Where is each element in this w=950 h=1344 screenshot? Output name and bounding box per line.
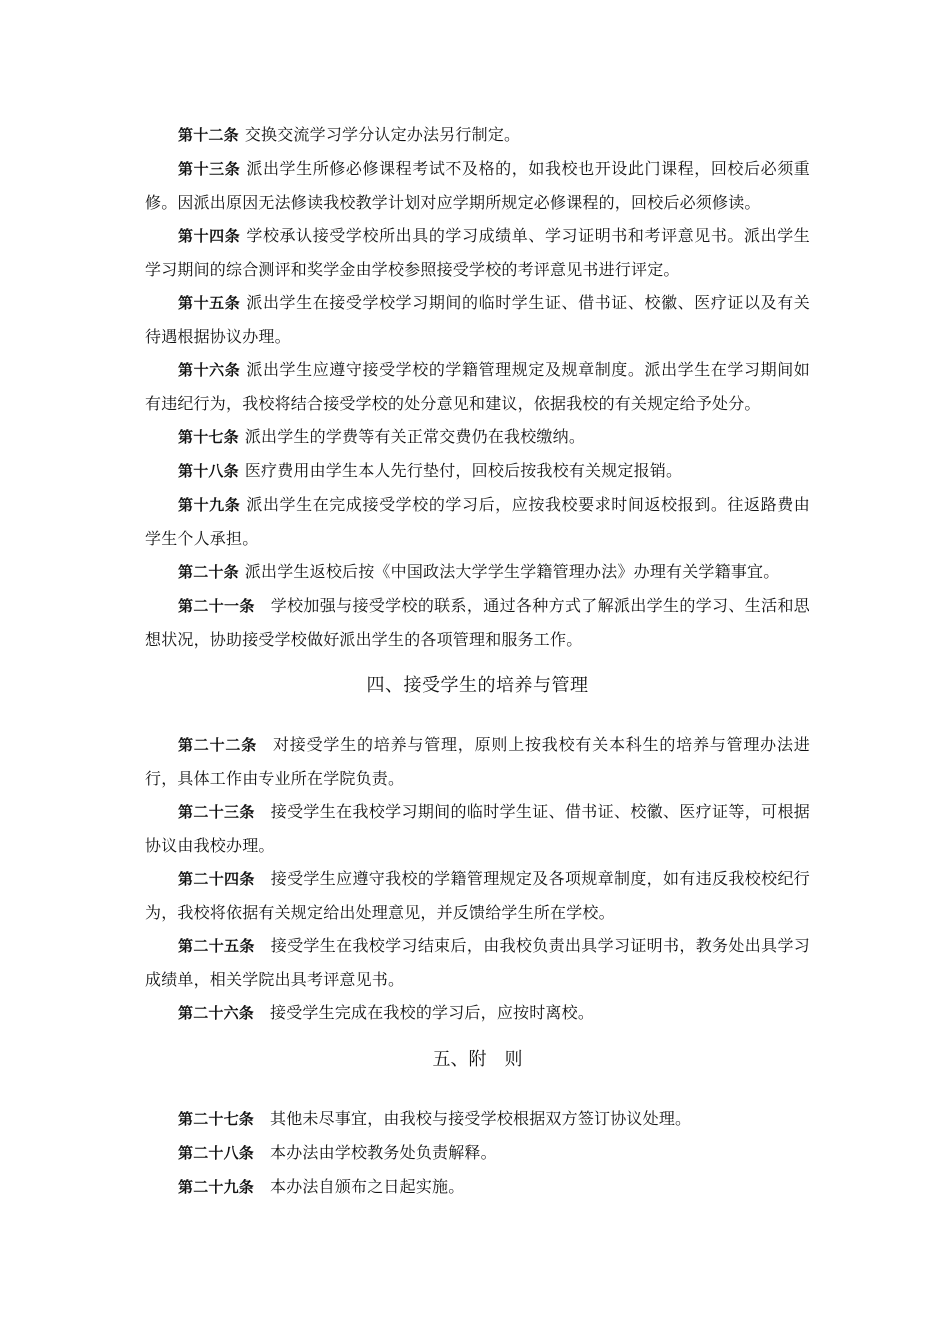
article-15 <box>145 286 810 353</box>
article-text: 接受学生应遵守我校的学籍管理规定及各项规章制度，如有违反我校校纪行为，我校将依据有关规定给出处理意见，并反馈给学生所在学校。 <box>145 869 810 922</box>
article-text: 派出学生在接受学校学习期间的临时学生证、借书证、校徽、医疗证以及有关待遇根据协议办理。 <box>145 293 810 346</box>
document-page <box>145 118 810 1204</box>
article-label: 第十三条 <box>178 160 241 178</box>
article-label: 第二十七条 <box>178 1110 255 1128</box>
article-text: 派出学生的学费等有关正常交费仍在我校缴纳。 <box>244 427 586 446</box>
article-text: 对接受学生的培养与管理，原则上按我校有关本科生的培养与管理办法进行，具体工作由专业所在学院负责。 <box>145 735 810 788</box>
article-17 <box>145 420 810 454</box>
article-text: 派出学生返校后按《中国政法大学学生学籍管理办法》办理有关学籍事宜。 <box>244 562 780 581</box>
article-27 <box>145 1102 810 1136</box>
article-label: 第十九条 <box>178 496 241 514</box>
article-16 <box>145 353 810 420</box>
article-label: 第十四条 <box>178 227 241 245</box>
article-text: 接受学生在我校学习期间的临时学生证、借书证、校徽、医疗证等，可根据协议由我校办理。 <box>145 802 810 855</box>
article-18 <box>145 454 810 488</box>
section-heading-5: 五、附 则 <box>432 1049 523 1070</box>
article-28 <box>145 1136 810 1170</box>
article-label: 第十五条 <box>178 294 241 312</box>
article-22 <box>145 728 810 795</box>
article-label: 第二十条 <box>178 563 239 581</box>
article-29 <box>145 1170 810 1204</box>
article-20 <box>145 555 810 589</box>
article-label: 第二十四条 <box>178 870 255 888</box>
article-text: 交换交流学习学分认定办法另行制定。 <box>244 125 521 144</box>
article-text: 接受学生完成在我校的学习后，应按时离校。 <box>270 1003 595 1022</box>
article-text: 本办法由学校教务处负责解释。 <box>270 1143 497 1162</box>
article-26 <box>145 996 810 1030</box>
article-label: 第二十三条 <box>178 803 255 821</box>
article-text: 接受学生在我校学习结束后，由我校负责出具学习证明书，教务处出具学习成绩单，相关学院出具考评意见书。 <box>145 936 810 989</box>
article-13 <box>145 152 810 219</box>
article-label: 第十二条 <box>178 126 239 144</box>
article-19 <box>145 488 810 555</box>
article-label: 第二十一条 <box>178 597 255 615</box>
article-12 <box>145 118 810 152</box>
article-text: 派出学生在完成接受学校的学习后，应按我校要求时间返校报到。往返路费由学生个人承担。 <box>145 495 810 548</box>
article-text: 学校承认接受学校所出具的学习成绩单、学习证明书和考评意见书。派出学生学习期间的综合测评和奖学金由学校参照接受学校的考评意见书进行评定。 <box>145 226 810 279</box>
section-heading-4: 四、接受学生的培养与管理 <box>366 675 589 696</box>
article-23 <box>145 795 810 862</box>
article-label: 第十七条 <box>178 428 239 446</box>
article-25 <box>145 929 810 996</box>
article-label: 第二十五条 <box>178 937 255 955</box>
article-label: 第二十六条 <box>178 1004 255 1022</box>
article-label: 第二十八条 <box>178 1144 255 1162</box>
article-24 <box>145 862 810 929</box>
article-label: 第十六条 <box>178 361 241 379</box>
article-label: 第十八条 <box>178 462 239 480</box>
article-label: 第二十九条 <box>178 1178 255 1196</box>
article-text: 学校加强与接受学校的联系，通过各种方式了解派出学生的学习、生活和思想状况，协助接受学校做好派出学生的各项管理和服务工作。 <box>145 596 810 649</box>
article-text: 本办法自颁布之日起实施。 <box>270 1177 465 1196</box>
article-text: 其他未尽事宜，由我校与接受学校根据双方签订协议处理。 <box>270 1109 692 1128</box>
article-21 <box>145 589 810 656</box>
article-text: 派出学生所修必修课程考试不及格的，如我校也开设此门课程，回校后必须重修。因派出原因无法修读我校教学计划对应学期所规定必修课程的，回校后必须修读。 <box>145 159 810 212</box>
article-text: 医疗费用由学生本人先行垫付，回校后按我校有关规定报销。 <box>244 461 683 480</box>
article-14 <box>145 219 810 286</box>
article-text: 派出学生应遵守接受学校的学籍管理规定及规章制度。派出学生在学习期间如有违纪行为，我校将结合接受学校的处分意见和建议，依据我校的有关规定给予处分。 <box>145 360 810 413</box>
article-label: 第二十二条 <box>178 736 257 754</box>
